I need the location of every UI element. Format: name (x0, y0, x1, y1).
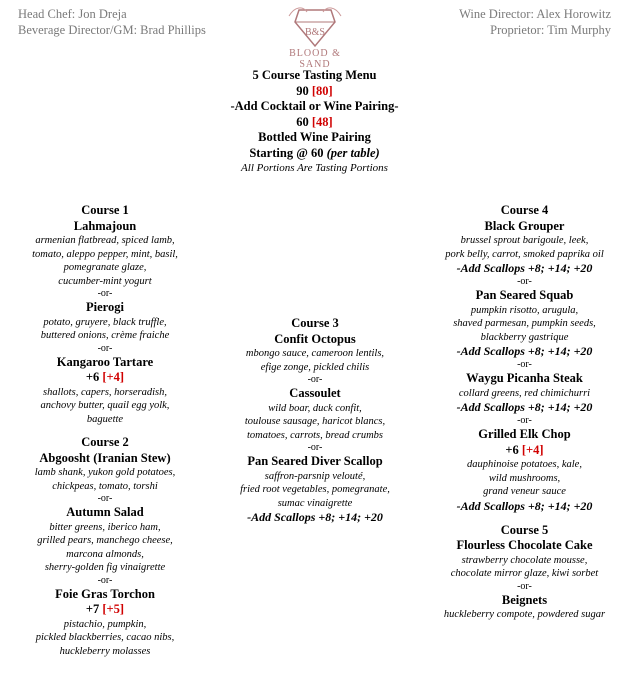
dish-desc: pistachio, pumpkin, (63, 618, 147, 630)
or-divider: -or- (517, 359, 532, 370)
dish-desc: buttered onions, crème fraiche (40, 330, 170, 341)
or-divider: -or- (517, 580, 532, 592)
header-right (459, 6, 611, 38)
dish-name: Pan Seared Diver Scallop (247, 454, 383, 468)
dish-desc: pork belly, carrot, smoked paprika oil (445, 248, 604, 260)
add-scallops: -Add Scallops +8; +14; +20 (456, 344, 593, 358)
beverage-director: Beverage Director/GM: Brad Phillips (18, 23, 206, 37)
dish-name: Pierogi (86, 300, 124, 314)
dish-name: Waygu Picanha Steak (466, 371, 583, 385)
add-scallops: -Add Scallops +8; +14; +20 (456, 498, 593, 513)
dish-name: Black Grouper (484, 218, 565, 233)
dish-desc: sherry-golden fig vinaigrette (44, 562, 166, 573)
column-center (210, 316, 420, 525)
dish-desc: wild boar, duck confit, (268, 402, 362, 414)
dish-name: Confit Octopus (274, 331, 356, 346)
dish-desc: shaved parmesan, pumpkin seeds, (453, 318, 596, 329)
column-right (420, 203, 629, 622)
course-3-label: Course 3 (291, 316, 339, 330)
dish-surcharge: +7 [+5] (85, 602, 125, 616)
crest-icon (285, 2, 345, 52)
dish-name: Lahmajoun (73, 218, 137, 233)
or-divider: -or- (307, 374, 323, 385)
dish-desc: chocolate mirror glaze, kiwi sorbet (450, 568, 599, 579)
dish-desc: huckleberry compote, powdered sugar (443, 609, 606, 620)
dish-desc: saffron-parsnip velouté, (264, 470, 366, 482)
dish-desc: mbongo sauce, cameroon lentils, (245, 348, 385, 359)
dish-desc: sumac vinaigrette (277, 497, 353, 509)
course-4-label: Course 4 (500, 203, 549, 217)
logo-text: BLOOD & SAND (289, 48, 341, 70)
or-divider: -or- (307, 442, 323, 453)
dish-name: Foie Gras Torchon (55, 586, 155, 601)
or-divider: -or- (97, 342, 113, 354)
dish-desc: shallots, capers, horseradish, (43, 386, 167, 398)
header-left (18, 6, 206, 38)
dish-desc: grand veneur sauce (483, 486, 566, 497)
or-divider: -or- (517, 276, 532, 287)
dish-desc: pomegranate glaze, (63, 262, 147, 273)
dish-name: Beignets (501, 592, 548, 607)
wine-director: Wine Director: Alex Horowitz (459, 7, 611, 21)
dish-desc: collard greens, red chimichurri (458, 387, 591, 399)
dish-desc: pumpkin risotto, arugula, (470, 304, 579, 316)
dish-desc: armenian flatbread, spiced lamb, (35, 235, 175, 246)
add-scallops: -Add Scallops +8; +14; +20 (247, 510, 383, 524)
dish-desc: huckleberry molasses (59, 645, 151, 657)
dish-desc: chickpeas, tomato, torshi (52, 480, 158, 492)
dish-desc: dauphinoise potatoes, kale, (467, 459, 582, 470)
course-2-label: Course 2 (81, 435, 129, 449)
dish-desc: anchovy butter, quail egg yolk, (40, 400, 170, 411)
proprietor: Proprietor: Tim Murphy (490, 23, 611, 37)
dish-desc: toulouse sausage, haricot blancs, (244, 416, 386, 427)
dish-desc: tomato, aleppo pepper, mint, basil, (32, 248, 178, 260)
course-1-label: Course 1 (81, 203, 129, 217)
dish-desc: wild mushrooms, (488, 472, 561, 484)
dish-desc: strawberry chocolate mousse, (461, 554, 588, 566)
head-chef: Head Chef: Jon Dreja (18, 7, 127, 21)
dish-name: Autumn Salad (66, 505, 144, 519)
or-divider: -or- (97, 493, 113, 504)
portions-note: All Portions Are Tasting Portions (241, 162, 388, 174)
pairing-line: -Add Cocktail or Wine Pairing- (230, 99, 399, 113)
dish-desc: lamb shank, yukon gold potatoes, (34, 467, 176, 478)
bottled-wine: Bottled Wine Pairing (258, 130, 371, 144)
dish-desc: potato, gruyere, black truffle, (43, 316, 167, 328)
dish-desc: efige zonge, pickled chilis (260, 361, 370, 373)
dish-desc: fried root vegetables, pomegranate, (240, 484, 390, 495)
dish-name: Cassoulet (289, 386, 341, 400)
dish-desc: pickled blackberries, cacao nibs, (35, 632, 175, 643)
dish-name: Abgoosht (Iranian Stew) (39, 450, 171, 465)
dish-name: Kangaroo Tartare (56, 354, 154, 369)
dish-surcharge: +6 [+4] (505, 442, 544, 457)
dish-name: Pan Seared Squab (475, 288, 574, 302)
or-divider: -or- (97, 574, 113, 586)
add-scallops: -Add Scallops +8; +14; +20 (456, 261, 593, 275)
dish-desc: brussel sprout barigoule, leek, (460, 235, 589, 246)
column-left (0, 203, 210, 658)
bottled-starting: Starting @ 60 (per table) (249, 145, 380, 160)
dish-name: Flourless Chocolate Cake (456, 538, 593, 552)
restaurant-logo (272, 2, 358, 68)
dish-desc: blackberry gastrique (480, 331, 569, 343)
dish-name: Grilled Elk Chop (478, 427, 571, 441)
dish-desc: baguette (86, 413, 124, 425)
or-divider: -or- (517, 415, 532, 426)
or-divider: -or- (97, 288, 113, 299)
menu-title: 5 Course Tasting Menu (252, 68, 377, 82)
dish-desc: grilled pears, manchego cheese, (37, 535, 173, 546)
dish-desc: cucumber-mint yogurt (58, 275, 152, 287)
course-5-label: Course 5 (500, 522, 549, 537)
add-scallops: -Add Scallops +8; +14; +20 (456, 400, 593, 414)
dish-surcharge: +6 [+4] (85, 370, 125, 384)
pairing-price: 60 [48] (296, 114, 333, 129)
dish-desc: tomatoes, carrots, bread crumbs (246, 429, 383, 441)
menu-intro (0, 68, 629, 175)
svg-text:B&S: B&S (304, 27, 326, 38)
menu-price: 90 [80] (296, 83, 333, 98)
dish-desc: marcona almonds, (66, 548, 144, 560)
dish-desc: bitter greens, iberico ham, (49, 521, 161, 533)
